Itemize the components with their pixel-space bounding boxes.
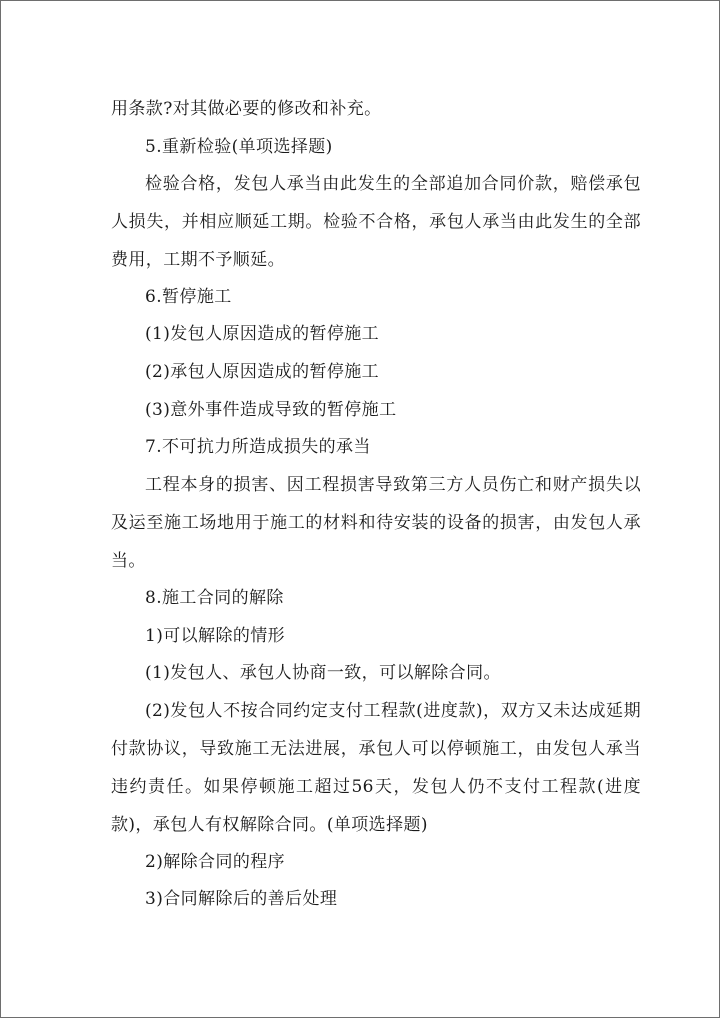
list-item-suspension-2: (2)承包人原因造成的暂停施工 xyxy=(145,362,380,382)
paragraph-force-majeure-body: 工程本身的损害、因工程损害导致第三方人员伤亡和财产损失以及运至施工场地用于施工的材料和待安装的设备的损害，由发包人承当。 xyxy=(111,475,641,571)
heading-5-reinspection: 5.重新检验(单项选择题) xyxy=(145,137,333,157)
heading-8-termination: 8.施工合同的解除 xyxy=(145,588,284,608)
subheading-termination-procedure: 2)解除合同的程序 xyxy=(145,852,286,872)
subheading-termination-cases: 1)可以解除的情形 xyxy=(145,626,286,646)
paragraph-continuation: 用条款?对其做必要的修改和补充。 xyxy=(111,99,382,119)
list-item-termination-1: (1)发包人、承包人协商一致，可以解除合同。 xyxy=(145,663,501,683)
list-item-termination-2: (2)发包人不按合同约定支付工程款(进度款)，双方又未达成延期付款协议，导致施工无法进展，承包人可以停顿施工，由发包人承当违约责任。如果停顿施工超过56天，发包人仍不支付工程款(进度款)，承包人有权解除合同。(单项选择题) xyxy=(111,701,641,835)
paragraph-reinspection-body: 检验合格，发包人承当由此发生的全部追加合同价款，赔偿承包人损失，并相应顺延工期。检验不合格，承包人承当由此发生的全部费用，工期不予顺延。 xyxy=(111,174,641,270)
heading-7-force-majeure: 7.不可抗力所造成损失的承当 xyxy=(145,437,371,457)
heading-6-suspension: 6.暂停施工 xyxy=(145,287,232,307)
list-item-suspension-3: (3)意外事件造成导致的暂停施工 xyxy=(145,400,397,420)
subheading-termination-aftermath: 3)合同解除后的善后处理 xyxy=(145,889,338,909)
list-item-suspension-1: (1)发包人原因造成的暂停施工 xyxy=(145,324,380,344)
